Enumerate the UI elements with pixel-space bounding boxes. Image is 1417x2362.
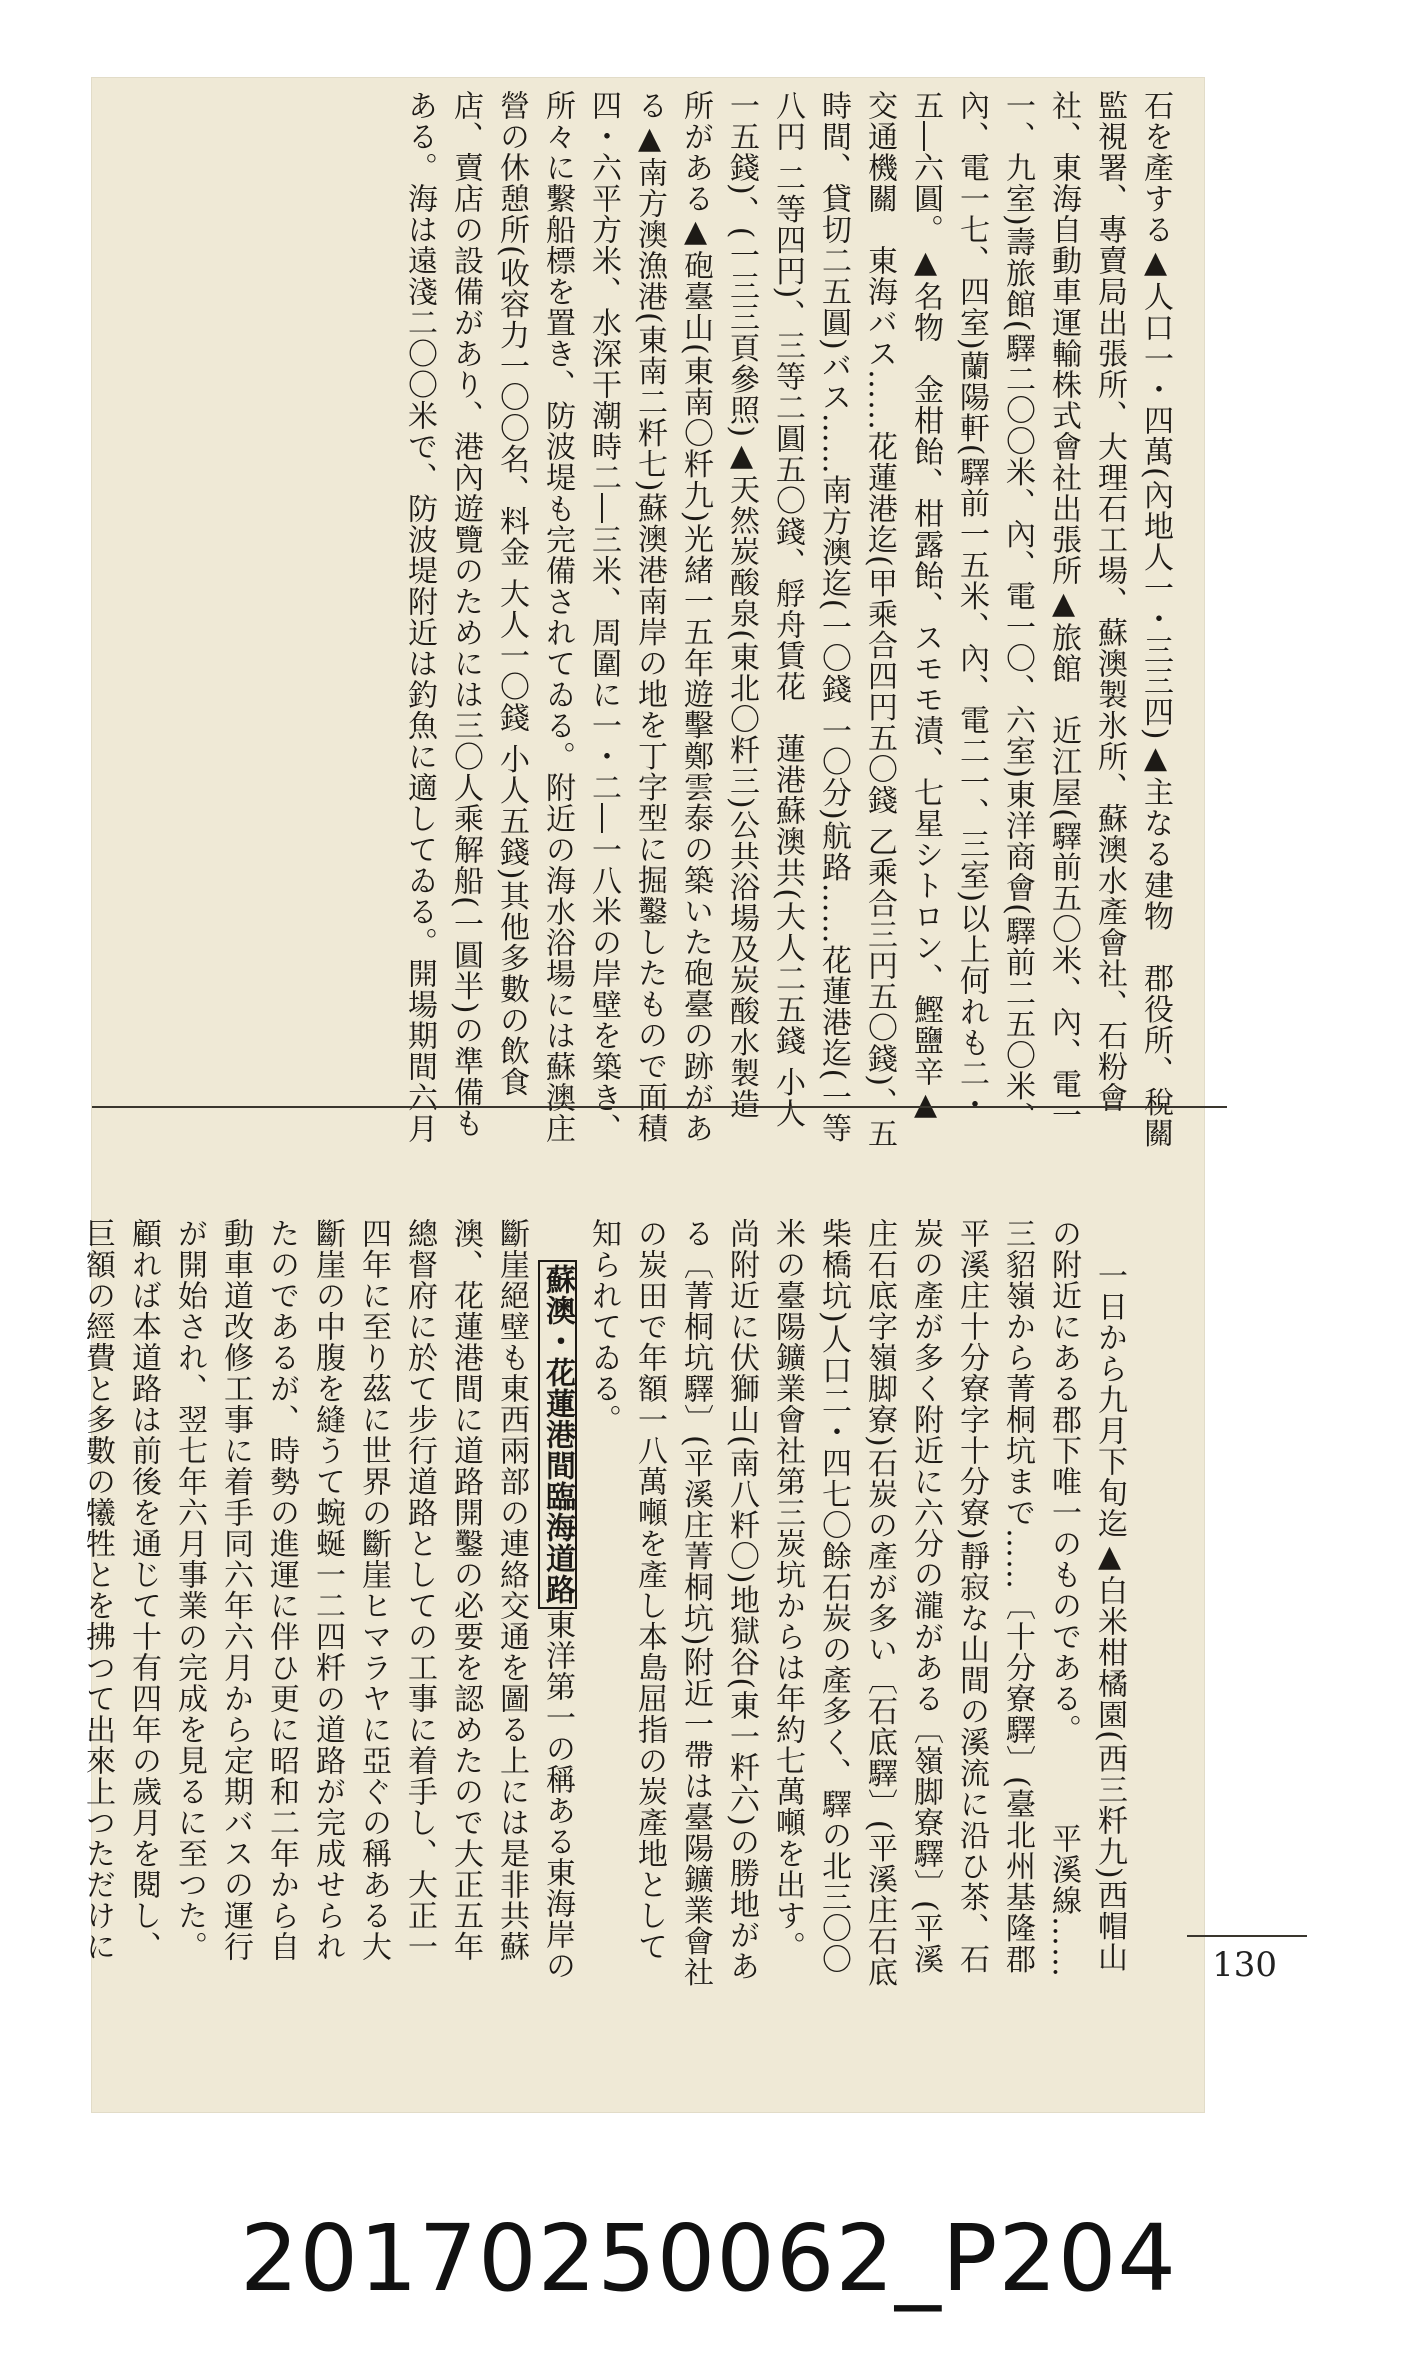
text-line: の地を丁字型に掘鑿したもので面積四・六平方米、水深干 — [586, 90, 667, 1144]
text-line: 場には蘇澳庄營の休憩所(收容力一〇〇名、料金 大人一〇錢 小人五錢) — [494, 90, 575, 1144]
text-line: 顧れば本道路は前後を通じて十有四年の歲月を閱し、 — [126, 1218, 161, 1962]
text-line: 平溪線……三貂嶺から菁桐坑まで…… — [1000, 1218, 1081, 1978]
text-line: 其他多數の飲食店、賣店の設備があり、港內遊覽のため — [448, 90, 529, 1098]
text-line: 繫船標を置き、防波堤も完備されてゐる。附近の海水浴 — [540, 183, 575, 958]
section-divider — [92, 1106, 1227, 1108]
text-line: る▲砲臺山(東南〇粁九)光緒一五年遊擊鄭雲泰の築いた — [678, 183, 713, 958]
text-line: 一日から九月下旬迄▲白米柑橘園(西三粁九)西帽山の附 — [1046, 1218, 1127, 1973]
catalog-id: 20170250062_P204 — [240, 2205, 1177, 2312]
text-line: 砲臺の跡がある▲南方澳漁港(東南二粁七)蘇澳港南岸 — [632, 90, 713, 1144]
text-line: 〔十分寮驛〕(臺北州基隆郡平溪庄十分寮字十分寮)靜 — [954, 1218, 1035, 1975]
text-line: 五圓) — [816, 276, 851, 351]
text-line: の斷崖絕壁も東西兩部の連絡交通を圖る上には是非共 — [494, 1218, 575, 1982]
text-line: 行が開始され、翌七年六月事業の完成を見るに至つた。 — [172, 1218, 253, 1962]
text-line: 自動車道改修工事に着手同六年六月から定期バスの運 — [218, 1218, 299, 1962]
text-line: 附近一帶は臺陽鑛業會社の炭田で年額一八萬噸を產し本 — [632, 1218, 713, 1988]
text-line: 蓮港蘇澳共(大人二五錢 小人一五錢)、(一三三頁參照) — [724, 90, 805, 1129]
road-section — [80, 1218, 577, 1981]
text-line: 潮時二―三米、周圍に一・二―一八米の岸壁を築き、所々に — [540, 90, 621, 1144]
text-line: 內、電二一、三室)以上何れも二・五―六圓。▲名物 金柑 — [908, 90, 989, 1121]
section-heading: 蘇澳・花蓮港間臨海道路 — [538, 1260, 577, 1609]
book-page — [80, 78, 1204, 2112]
text-line: 大斷崖の中腹を縫うて蜿蜒一二四粁の道路が完成せら — [310, 1218, 391, 1962]
text-line: 蘇澳製氷所、蘇澳水產會社、石粉會社、東海自動車運輸 — [1046, 90, 1127, 1113]
text-line: 航路……花蓮港迄(一等八円 二等四円)、三等二圓五〇錢、艀舟賃花 — [770, 90, 851, 1144]
text-line: 東海バス……花蓮港迄(甲乘合四円五〇錢 乙乘合三円五〇錢)、五時間、貸切二 — [816, 90, 897, 1149]
text-line: (驛前二五〇米、內、電一七、四室)蘭陽軒(驛前一五米、 — [954, 90, 1035, 1133]
text-line: 東洋第一の稱ある東海岸 — [540, 1609, 575, 1951]
text-line: には三〇人乘解船(一圓半)の準備もある。海は遠淺二〇 — [402, 90, 483, 1139]
page-number: 130 — [1212, 1945, 1277, 1985]
text-line: の產多く、驛の北三〇〇米の臺陽鑛業會社第三炭坑から — [770, 1218, 851, 1975]
text-line: バス……南方澳迄(一〇錢 一〇分) — [816, 350, 851, 821]
text-line: 多い〔石底驛〕(平溪庄石底柴橋坑)人口二・四七〇餘石炭 — [816, 1218, 897, 1988]
upper-text-block — [396, 90, 1178, 1150]
text-line: 飴、柑露飴、スモモ漬、七星シトロン、鰹鹽辛▲交通機關 — [862, 90, 943, 1123]
text-line: 瀧がある〔嶺脚寮驛〕(平溪庄石底字嶺脚寮)石炭の產が — [862, 1218, 943, 1975]
road-section-text — [80, 1218, 575, 1981]
text-line: 寂な山間の溪流に沿ひ茶、石炭の產が多く附近に六分の — [908, 1218, 989, 1975]
text-line: 石を產する▲人口一・四萬(內地人一・三三四)▲主なる — [1138, 90, 1173, 870]
text-line: 蘇澳、花蓮港間に道路開鑿の必要を認めたので大正五 — [448, 1218, 529, 1962]
text-line: 近にある郡下唯一のものである。 — [1046, 1280, 1081, 1730]
text-line: は年約七萬噸を出す。尚附近に伏獅山(南八粁〇)地獄 — [724, 1218, 805, 1962]
text-line: 一四年に至り茲に世界の斷崖ヒマラヤに亞ぐの稱ある — [356, 1218, 437, 1962]
text-line: れたのであるが、時勢の進運に伴ひ更に昭和二年から — [264, 1218, 345, 1962]
platform-line-text — [586, 1218, 1127, 1987]
text-line: 株式會社出張所▲旅館 近江屋(驛前五〇米、內、電一一、 — [1000, 90, 1081, 1131]
text-line: 〇米で、防波堤附近は釣魚に適してゐる。開場期間六月 — [402, 369, 437, 1144]
text-line: 島屈指の炭產地として知られてゐる。 — [586, 1218, 667, 1962]
text-line: 巨額の經費と多數の犧牲とを拂つて出來上つただけに — [80, 1218, 115, 1962]
text-line: 九室)壽旅館(驛二〇〇米、內、電一〇、六室)東洋商會 — [1000, 152, 1035, 904]
text-line: 谷(東一粁六)の勝地がある〔菁桐坑驛〕(平溪庄菁桐坑) — [678, 1218, 759, 1982]
page-number-rule — [1187, 1935, 1307, 1937]
lower-text-block — [28, 1218, 1178, 1988]
text-line: 建物 郡役所、稅關監視署、專賣局出張所、大理石工場、 — [1092, 90, 1173, 1149]
text-line: ▲天然炭酸泉(東北〇粁三)公共浴場及炭酸水製造所があ — [678, 90, 759, 1120]
text-line: 年總督府に於て步行道路としての工事に着手し、大正 — [402, 1218, 483, 1962]
